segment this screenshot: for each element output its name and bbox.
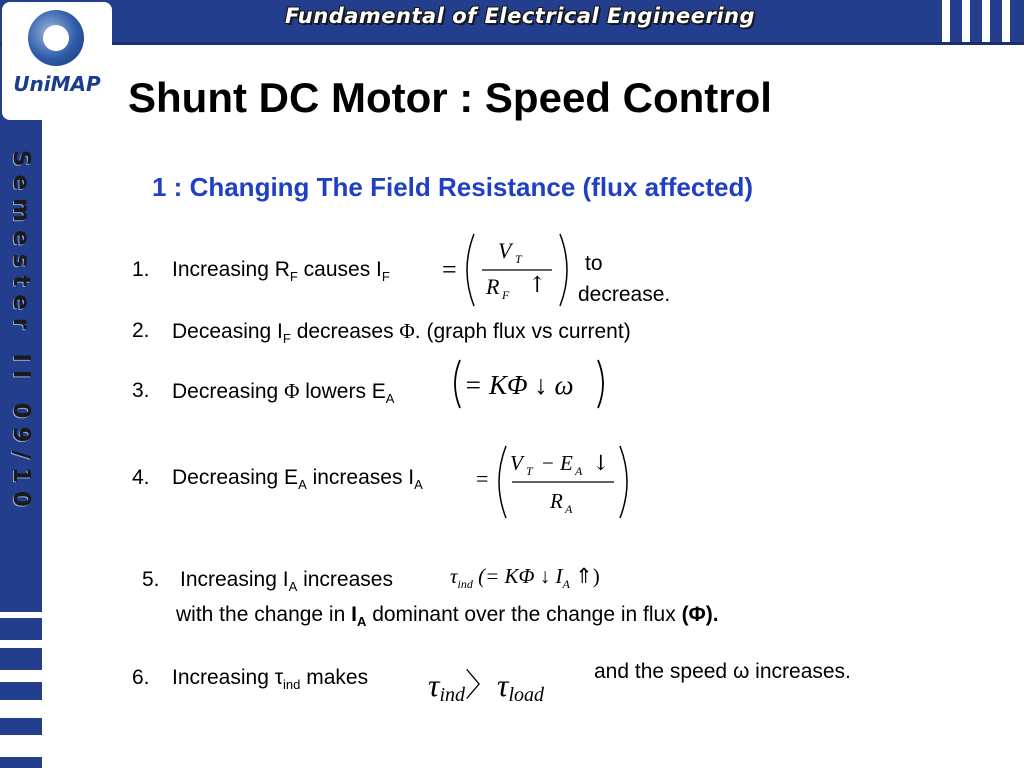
- svg-text:R: R: [550, 489, 563, 513]
- list-item-5: Increasing $I_A$ increases: [180, 568, 393, 594]
- svg-text:T: T: [515, 252, 522, 266]
- svg-text:V: V: [510, 451, 523, 475]
- sidebar-stripe: [0, 735, 42, 757]
- svg-text:↑: ↑: [528, 273, 547, 298]
- list-number: 6.: [132, 666, 150, 689]
- svg-text:V: V: [498, 238, 512, 263]
- header-stripe: [1002, 0, 1010, 42]
- list-item-6: Increasing $\tau_{ind}$ makes: [172, 666, 369, 692]
- svg-text:A: A: [565, 502, 573, 516]
- sidebar-stripe: [0, 670, 42, 682]
- svg-text:=: =: [476, 466, 489, 491]
- svg-text:= KΦ ↓ ω: = KΦ ↓ ω: [464, 370, 574, 400]
- equation-field-current: [442, 228, 578, 312]
- header-stripe: [982, 0, 990, 42]
- logo-text: UniMAP: [13, 72, 101, 96]
- svg-text:F: F: [502, 288, 510, 302]
- equation-torque-comparison: $\tau_{ind}$〉$\tau_{load}$: [428, 667, 545, 706]
- svg-text:A: A: [575, 464, 583, 478]
- list-item-3: Decreasing Φ lowers $E_A$: [172, 379, 395, 406]
- header-divider: [0, 42, 1024, 45]
- header-stripe: [942, 0, 950, 42]
- list-number: 1.: [132, 258, 150, 281]
- svg-text:R: R: [486, 274, 500, 299]
- list-item-1-tail: to: [585, 252, 603, 275]
- university-logo: [2, 2, 112, 120]
- svg-text:↓: ↓: [592, 451, 610, 475]
- slide-subtitle: 1 : Changing The Field Resistance (flux affected): [152, 172, 753, 202]
- list-item-1-tail2: decrease.: [578, 283, 671, 306]
- list-number: 5.: [142, 568, 160, 591]
- semester-vertical-text: Semester II 09/10: [8, 150, 34, 515]
- svg-text:=: =: [442, 255, 457, 284]
- equation-induced-torque: $\tau_{ind}$ (= KΦ ↓ $I_A$ ⇑): [450, 564, 600, 591]
- sidebar-stripe: [0, 700, 42, 718]
- list-number: 4.: [132, 466, 150, 489]
- equation-armature-current: [476, 442, 636, 522]
- slide-title: Shunt DC Motor : Speed Control: [128, 74, 772, 121]
- list-item-2: Deceasing $I_F$ decreases Φ. (graph flux vs current): [172, 319, 631, 346]
- sidebar-stripe: [0, 612, 42, 618]
- course-title: Fundamental of Electrical Engineering: [284, 4, 756, 28]
- list-number: 3.: [132, 379, 150, 402]
- list-item-6-tail: and the speed ω increases.: [594, 660, 851, 683]
- list-item-1: Increasing $R_F$ causes $I_F$: [172, 258, 390, 284]
- list-number: 2.: [132, 319, 150, 342]
- svg-text:T: T: [526, 464, 533, 478]
- list-item-5-line2: with the change in $I_A$ dominant over the change in flux (Φ).: [176, 603, 719, 629]
- list-item-4: Decreasing $E_A$ increases $I_A$: [172, 466, 423, 492]
- sidebar-stripe: [0, 640, 42, 648]
- svg-text:−: −: [542, 451, 554, 475]
- equation-back-emf: [450, 356, 620, 412]
- header-stripe: [962, 0, 970, 42]
- svg-text:E: E: [560, 451, 573, 475]
